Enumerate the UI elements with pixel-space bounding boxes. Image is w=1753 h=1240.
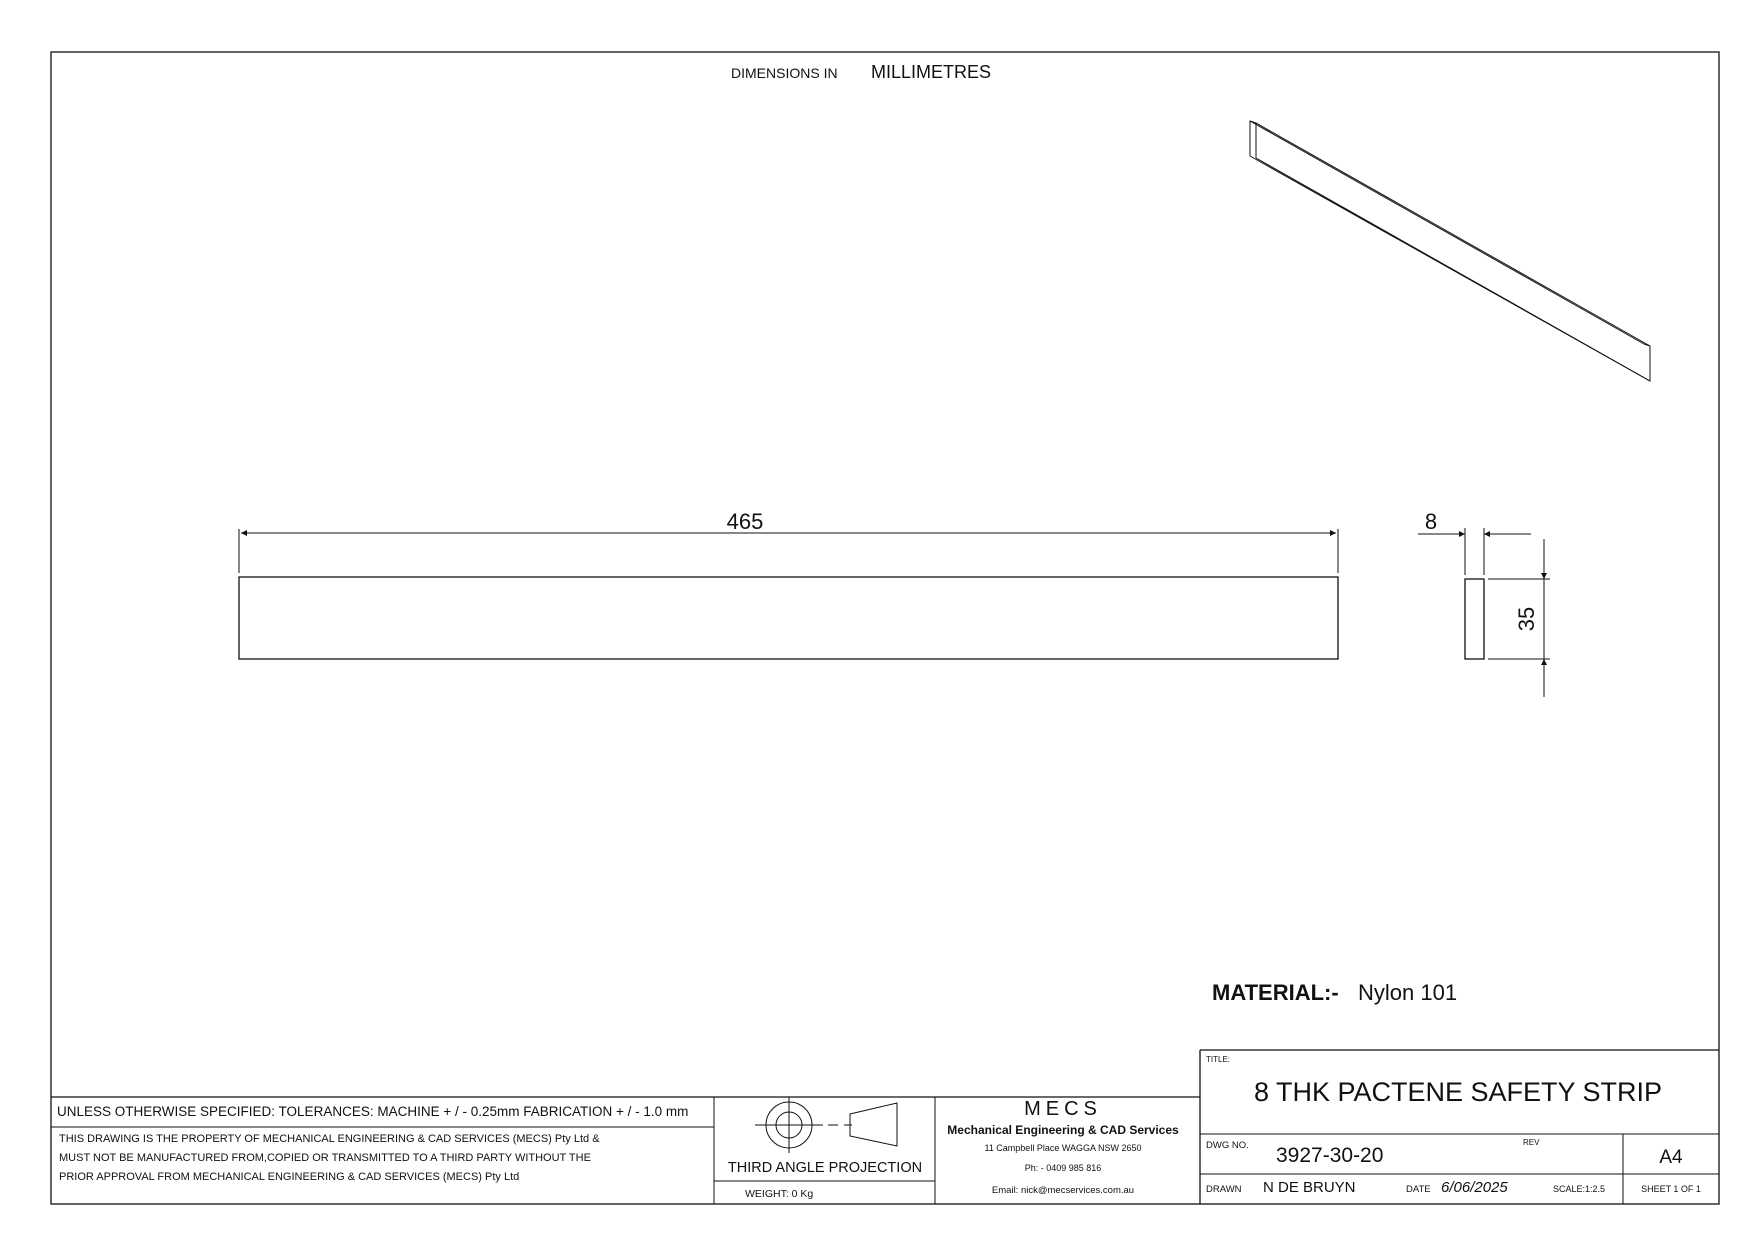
height-dimension: 35 xyxy=(1514,606,1539,632)
title-label: TITLE: xyxy=(1206,1055,1231,1064)
property-notice-line-3: PRIOR APPROVAL FROM MECHANICAL ENGINEERING & CAD SERVICES (MECS) Pty Ltd xyxy=(59,1171,520,1183)
rev-label: REV xyxy=(1523,1138,1540,1147)
third-angle-projection-icon xyxy=(755,1097,897,1153)
side-view xyxy=(1418,509,1550,697)
front-view xyxy=(239,509,1338,659)
property-notice-line-1: THIS DRAWING IS THE PROPERTY OF MECHANICAL ENGINEERING & CAD SERVICES (MECS) Pty Ltd & xyxy=(59,1133,600,1145)
dimensions-label: DIMENSIONS IN xyxy=(731,65,838,81)
drawing-border xyxy=(51,52,1719,1204)
company-email: Email: nick@mecservices.com.au xyxy=(991,1185,1135,1196)
company-logo: MECS xyxy=(1024,1098,1102,1120)
drawing-title: 8 THK PACTENE SAFETY STRIP xyxy=(1253,1077,1663,1107)
dwg-no-label: DWG NO. xyxy=(1206,1140,1249,1151)
length-dimension: 465 xyxy=(726,509,764,534)
company-phone: Ph: - 0409 985 816 xyxy=(1024,1163,1102,1173)
weight-label: WEIGHT: 0 Kg xyxy=(745,1188,814,1200)
company-name: Mechanical Engineering & CAD Services xyxy=(947,1123,1179,1137)
material-value: Nylon 101 xyxy=(1358,980,1458,1005)
material-label: MATERIAL:- xyxy=(1212,980,1339,1005)
sheet-number: SHEET 1 OF 1 xyxy=(1641,1184,1701,1194)
company-address: 11 Campbell Place WAGGA NSW 2650 xyxy=(984,1143,1142,1153)
tolerances-note: UNLESS OTHERWISE SPECIFIED: TOLERANCES: MACHINE + / - 0.25mm FABRICATION + / - 1.0 mm xyxy=(57,1104,689,1119)
drawn-by: N DE BRUYN xyxy=(1263,1179,1356,1196)
date-label: DATE xyxy=(1406,1184,1431,1195)
dwg-no: 3927-30-20 xyxy=(1276,1144,1384,1167)
drawn-label: DRAWN xyxy=(1206,1184,1242,1195)
drawing-date: 6/06/2025 xyxy=(1441,1179,1508,1196)
projection-label: THIRD ANGLE PROJECTION xyxy=(727,1160,923,1176)
drawing-scale: SCALE:1:2.5 xyxy=(1553,1184,1606,1194)
dimensions-unit: MILLIMETRES xyxy=(871,62,992,82)
sheet-size: A4 xyxy=(1659,1147,1683,1168)
property-notice-line-2: MUST NOT BE MANUFACTURED FROM,COPIED OR TRANSMITTED TO A THIRD PARTY WITHOUT THE xyxy=(59,1152,591,1164)
thickness-dimension: 8 xyxy=(1424,509,1438,534)
isometric-view xyxy=(1250,121,1650,381)
